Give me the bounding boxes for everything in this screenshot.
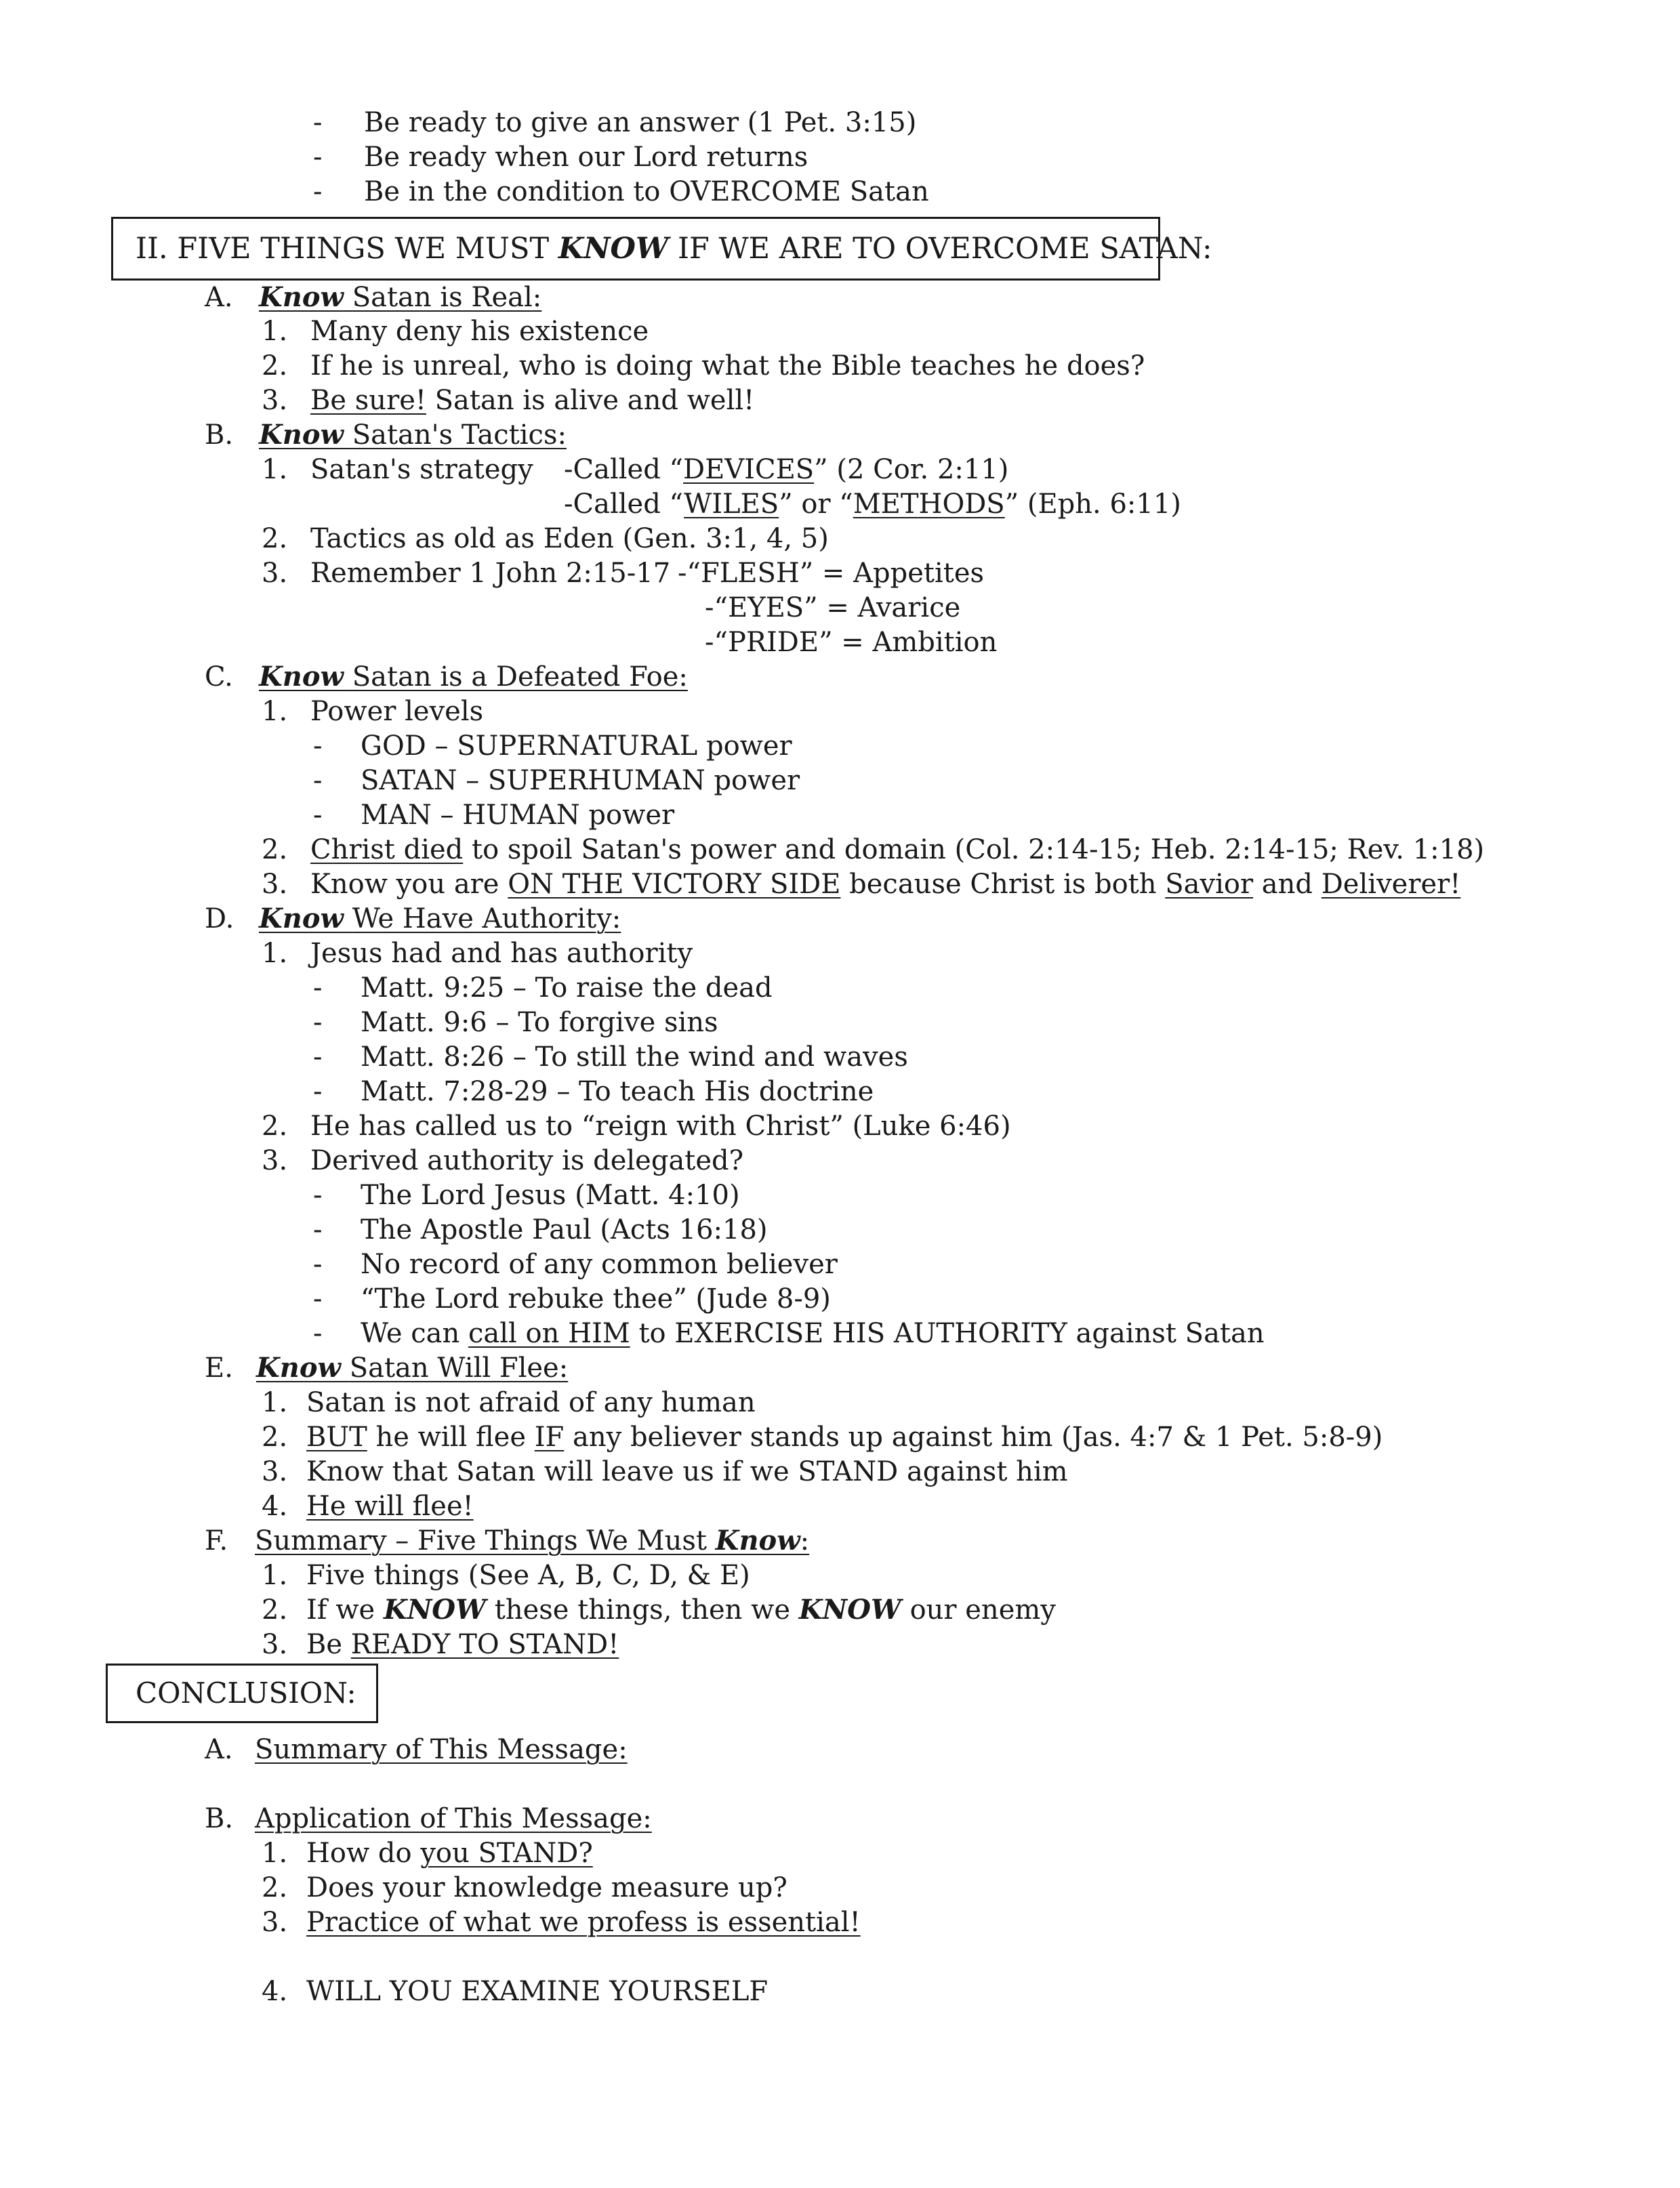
conclusion-num-1: 1. — [262, 1838, 288, 1869]
intro-bullet-1: Be ready to give an answer (1 Pet. 3:15) — [364, 107, 917, 138]
d-num-2: 2. — [262, 1111, 288, 1142]
heading-f: Summary – Five Things We Must Know: — [255, 1525, 810, 1556]
heading-b: Know Satan's Tactics: — [259, 419, 567, 451]
a-item-1: Many deny his existence — [310, 316, 649, 347]
b-item-1-devices: -Called “DEVICES” (2 Cor. 2:11) — [564, 454, 1009, 485]
e-item-3: Know that Satan will leave us if we STAND against him — [306, 1456, 1068, 1487]
conclusion-item-2: Does your knowledge measure up? — [306, 1872, 787, 1903]
c-item-1: Power levels — [310, 696, 484, 727]
b-item-1: Satan's strategy — [310, 454, 533, 485]
conclusion-heading-b: Application of This Message: — [255, 1803, 652, 1834]
conclusion-heading-a: Summary of This Message: — [255, 1734, 628, 1765]
d-sub-5: The Lord Jesus (Matt. 4:10) — [361, 1180, 740, 1211]
b-item-3-flesh: -“FLESH” = Appetites — [678, 558, 985, 589]
d-sub-1: Matt. 9:25 – To raise the dead — [361, 972, 773, 1004]
conclusion-item-3: Practice of what we profess is essential! — [306, 1907, 861, 1938]
letter-f: F. — [205, 1525, 228, 1556]
d-sub-2: Matt. 9:6 – To forgive sins — [361, 1007, 718, 1038]
b-item-3-pride: -“PRIDE” = Ambition — [705, 627, 998, 658]
d-dash-2: - — [313, 1007, 323, 1038]
c-item-2: Christ died to spoil Satan's power and domain (Col. 2:14-15; Heb. 2:14-15; Rev. 1:18) — [310, 834, 1485, 865]
c-level-1: GOD – SUPERNATURAL power — [361, 730, 792, 762]
c-dash-1: - — [313, 730, 323, 762]
d-dash-6: - — [313, 1214, 323, 1245]
a-num-1: 1. — [262, 316, 288, 347]
letter-a: A. — [205, 282, 233, 313]
b-item-3: Remember 1 John 2:15-17 — [310, 558, 671, 589]
letter-e: E. — [205, 1353, 233, 1384]
conclusion-letter-a: A. — [205, 1734, 233, 1765]
conclusion-num-3: 3. — [262, 1907, 288, 1938]
d-dash-9: - — [313, 1318, 323, 1349]
conclusion-item-1: How do you STAND? — [306, 1838, 593, 1869]
intro-bullet-3: Be in the condition to OVERCOME Satan — [364, 176, 929, 207]
d-sub-8: “The Lord rebuke thee” (Jude 8-9) — [361, 1283, 831, 1315]
letter-b: B. — [205, 419, 234, 451]
d-num-1: 1. — [262, 938, 288, 969]
f-item-1: Five things (See A, B, C, D, & E) — [306, 1560, 750, 1591]
b-item-1-wiles: -Called “WILES” or “METHODS” (Eph. 6:11) — [564, 489, 1181, 520]
e-item-2: BUT he will flee IF any believer stands up against him (Jas. 4:7 & 1 Pet. 5:8-9) — [306, 1422, 1383, 1453]
d-dash-5: - — [313, 1180, 323, 1211]
d-item-3: Derived authority is delegated? — [310, 1145, 744, 1176]
heading-e: Know Satan Will Flee: — [256, 1352, 569, 1384]
intro-bullet-2: Be ready when our Lord returns — [364, 142, 808, 173]
c-level-2: SATAN – SUPERHUMAN power — [361, 765, 800, 796]
b-item-2: Tactics as old as Eden (Gen. 3:1, 4, 5) — [310, 523, 829, 554]
d-item-2: He has called us to “reign with Christ” (Luke 6:46) — [310, 1111, 1011, 1142]
d-sub-6: The Apostle Paul (Acts 16:18) — [361, 1214, 768, 1245]
d-sub-3: Matt. 8:26 – To still the wind and waves — [361, 1041, 908, 1073]
conclusion-num-2: 2. — [262, 1872, 288, 1903]
f-item-3: Be READY TO STAND! — [306, 1629, 619, 1660]
e-num-2: 2. — [262, 1422, 288, 1453]
d-dash-1: - — [313, 972, 323, 1004]
letter-d: D. — [205, 903, 234, 934]
c-num-1: 1. — [262, 696, 288, 727]
heading-c: Know Satan is a Defeated Foe: — [259, 661, 688, 693]
d-dash-7: - — [313, 1249, 323, 1280]
a-item-3: Be sure! Satan is alive and well! — [310, 385, 755, 416]
e-num-1: 1. — [262, 1387, 288, 1418]
d-sub-7: No record of any common believer — [361, 1249, 838, 1280]
section-heading: II. FIVE THINGS WE MUST KNOW IF WE ARE TO OVERCOME SATAN: — [136, 232, 1212, 266]
e-item-4: He will flee! — [306, 1491, 474, 1522]
e-num-4: 4. — [262, 1491, 288, 1522]
heading-d: Know We Have Authority: — [259, 903, 621, 934]
conclusion-num-4: 4. — [262, 1976, 288, 2007]
d-dash-8: - — [313, 1283, 323, 1315]
c-dash-2: - — [313, 765, 323, 796]
d-dash-3: - — [313, 1041, 323, 1073]
b-num-2: 2. — [262, 523, 288, 554]
a-item-2: If he is unreal, who is doing what the Bible teaches he does? — [310, 350, 1145, 381]
conclusion-item-4: WILL YOU EXAMINE YOURSELF — [306, 1976, 769, 2007]
d-dash-4: - — [313, 1076, 323, 1107]
letter-c: C. — [205, 661, 233, 693]
a-num-3: 3. — [262, 385, 288, 416]
d-num-3: 3. — [262, 1145, 288, 1176]
d-sub-4: Matt. 7:28-29 – To teach His doctrine — [361, 1076, 874, 1107]
conclusion-heading: CONCLUSION: — [136, 1676, 356, 1710]
intro-dash-2: - — [313, 142, 323, 173]
c-dash-3: - — [313, 800, 323, 831]
e-num-3: 3. — [262, 1456, 288, 1487]
e-item-1: Satan is not afraid of any human — [306, 1387, 756, 1418]
b-num-1: 1. — [262, 454, 288, 485]
c-num-2: 2. — [262, 834, 288, 865]
intro-dash-3: - — [313, 176, 323, 207]
d-sub-9: We can call on HIM to EXERCISE HIS AUTHORITY against Satan — [361, 1318, 1265, 1349]
c-item-3: Know you are ON THE VICTORY SIDE because Christ is both Savior and Deliverer! — [310, 869, 1461, 900]
f-item-2: If we KNOW these things, then we KNOW our enemy — [306, 1594, 1056, 1626]
intro-dash-1: - — [313, 107, 323, 138]
c-level-3: MAN – HUMAN power — [361, 800, 675, 831]
c-num-3: 3. — [262, 869, 288, 900]
f-num-3: 3. — [262, 1629, 288, 1660]
d-item-1: Jesus had and has authority — [310, 938, 693, 969]
f-num-2: 2. — [262, 1594, 288, 1626]
heading-a: Know Satan is Real: — [259, 281, 542, 313]
f-num-1: 1. — [262, 1560, 288, 1591]
b-item-3-eyes: -“EYES” = Avarice — [705, 592, 961, 623]
b-num-3: 3. — [262, 558, 288, 589]
conclusion-letter-b: B. — [205, 1803, 234, 1834]
a-num-2: 2. — [262, 350, 288, 381]
